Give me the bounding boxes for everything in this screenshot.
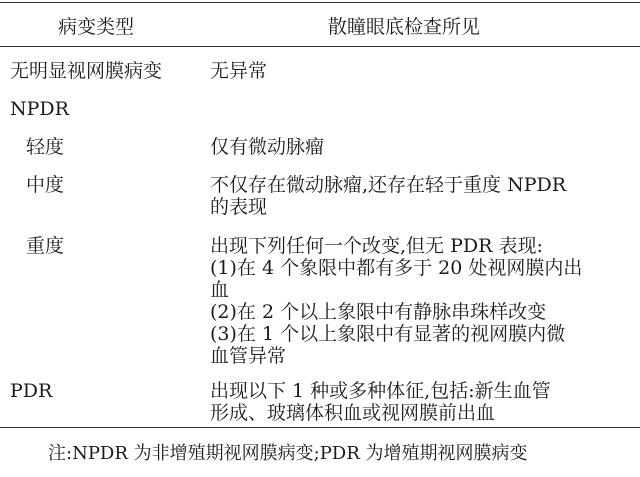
row-finding-mild: 仅有微动脉瘤 bbox=[210, 136, 325, 158]
row-finding-severe-line1: 出现下列任何一个改变,但无 PDR 表现: bbox=[210, 235, 543, 257]
row-type-mild: 轻度 bbox=[26, 136, 65, 158]
row-finding-severe-line6: 血管异常 bbox=[210, 345, 287, 367]
bottom-rule bbox=[0, 427, 640, 428]
row-type-pdr: PDR bbox=[10, 380, 53, 402]
row-finding-pdr-line2: 形成、玻璃体积血或视网膜前出血 bbox=[210, 402, 496, 424]
row-type-severe: 重度 bbox=[26, 235, 65, 257]
row-finding-pdr-line1: 出现以下 1 种或多种体征,包括:新生血管 bbox=[210, 380, 551, 402]
row-finding-severe-line5: (3)在 1 个以上象限中有显著的视网膜内微 bbox=[210, 323, 566, 345]
top-rule bbox=[0, 2, 640, 3]
table-note: 注:NPDR 为非增殖期视网膜病变;PDR 为增殖期视网膜病变 bbox=[48, 443, 528, 464]
row-finding-moderate-line1: 不仅存在微动脉瘤,还存在轻于重度 NPDR bbox=[210, 174, 567, 196]
row-finding-severe-line3: 血 bbox=[210, 279, 230, 301]
row-finding-severe-line4: (2)在 2 个以上象限中有静脉串珠样改变 bbox=[210, 301, 547, 323]
row-type-npdr: NPDR bbox=[10, 98, 69, 120]
row-finding-no-retinopathy: 无异常 bbox=[210, 60, 268, 82]
row-type-no-retinopathy: 无明显视网膜病变 bbox=[10, 60, 163, 82]
header-fundus-findings: 散瞳眼底检查所见 bbox=[328, 16, 481, 38]
row-finding-severe-line2: (1)在 4 个象限中都有多于 20 处视网膜内出 bbox=[210, 257, 583, 279]
row-type-moderate: 中度 bbox=[26, 174, 65, 196]
header-rule bbox=[0, 46, 640, 47]
header-lesion-type: 病变类型 bbox=[58, 16, 135, 38]
row-finding-moderate-line2: 的表现 bbox=[210, 196, 268, 218]
